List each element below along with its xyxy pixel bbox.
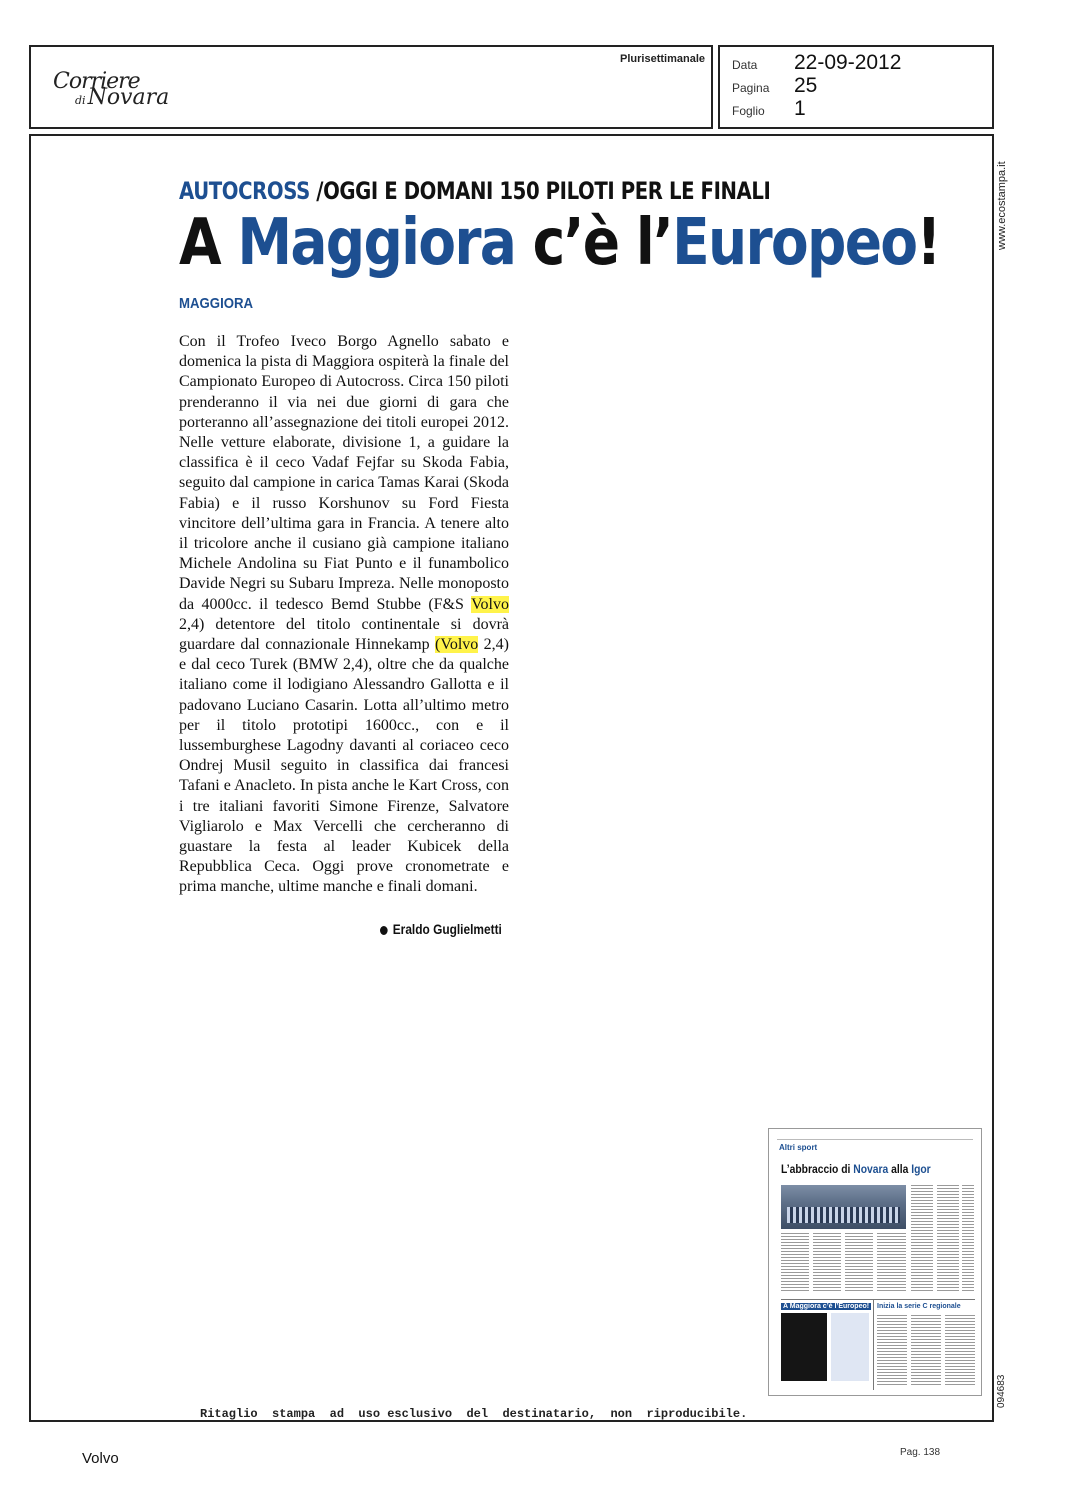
publication-frequency: Plurisettimanale [620, 53, 705, 65]
kicker-text: /OGGI E DOMANI 150 PILOTI PER LE FINALI [309, 177, 771, 205]
thumbnail-text-column [962, 1185, 974, 1293]
thumbnail-title: L’abbraccio di Novara alla Igor [781, 1162, 931, 1176]
meta-value: 22-09-2012 [794, 51, 902, 74]
thumbnail-text-column [813, 1233, 841, 1293]
newspaper-logo [53, 71, 169, 109]
thumbnail-text-column [877, 1233, 906, 1293]
meta-row-page [732, 74, 817, 98]
thumbnail-text-column [877, 1315, 907, 1385]
logo-di: di [75, 94, 86, 107]
highlight-keyword: (Volvo [435, 636, 479, 654]
thumbnail-section: Altri sport [779, 1143, 818, 1152]
reproduction-notice: Ritaglio stampa ad uso esclusivo del destinatario, non riproducibile. [200, 1407, 748, 1421]
thumbnail-article-title: Inizia la serie C regionale [877, 1303, 961, 1310]
meta-label: Pagina [732, 81, 770, 95]
thumbnail-blue-box [831, 1313, 869, 1381]
article-body: Con il Trofeo Iveco Borgo Agnello sabato e domenica la pista di Maggiora ospiterà la finale del Campionato Europeo di Autocross. Circa 150 piloti prenderanno il via nei due giorni di gara che porteranno all’assegnazione dei titoli europei 2012. Nelle vetture elaborate, divisione 1, a guidare la classifica è il ceco Vadaf Fejfar su Skoda Fabia, seguito dal campione in carica Tamas Karai (Skoda Fabia) e il russo Korshunov su Ford Fiesta vincitore dell’ultima gara in Francia. A tenere alto il tricolore anche il cusiano già campione italiano Michele Andolina su Fiat Punto e il funambolico Davide Negri su Subaru Impreza. Nelle monoposto da 4000cc. il tedesco Bemd Stubbe (F&S Volvo 2,4) detentore del titolo continentale si dovrà guardare dal connazionale Hinnekamp (Volvo 2,4) e dal ceco Turek (BMW 2,4), oltre che da qualche italiano come il lodigiano Alessandro Gallotta e il padovano Luciano Casarin. Lotta all’ultimo metro per il titolo prototipi 1600cc., con e il lussemburghese Lagodny davanti al coriaceo ceco Ondrej Musil seguito in classifica dai francesi Tafani e Anacleto. In pista anche le Kart Cross, con i tre italiani favoriti Simone Firenze, Salvatore Vigliarolo e Max Vercelli che cercheranno di guastare la festa al leader Kubicek della Repubblica Ceca. Oggi prove cronometrate e prima manche, ultime manche e finali domani. [179, 333, 509, 896]
meta-label: Data [732, 58, 758, 72]
thumbnail-text-column [937, 1185, 959, 1293]
meta-row-date [732, 51, 901, 75]
thumbnail-text-column [911, 1315, 941, 1385]
article-headline: A Maggiora c’è l’Europeo! [179, 206, 940, 280]
masthead-box [29, 45, 713, 129]
thumbnail-header-rule [777, 1133, 973, 1140]
kicker-topic: AUTOCROSS [179, 177, 310, 205]
page-thumbnail [768, 1128, 982, 1396]
article-kicker [179, 177, 770, 205]
thumbnail-text-column [845, 1233, 873, 1293]
article-author: Eraldo Guglielmetti [380, 921, 502, 937]
topic-label: Volvo [82, 1450, 119, 1467]
meta-row-sheet [732, 97, 806, 121]
page-number: Pag. 138 [900, 1447, 941, 1458]
meta-value: 1 [794, 97, 806, 120]
meta-label: Foglio [732, 104, 765, 118]
logo-line-2: Novara [87, 85, 170, 110]
thumbnail-divider [781, 1299, 975, 1300]
thumbnail-dark-box [781, 1313, 827, 1381]
logo-line-1: Corriere [53, 69, 140, 94]
article-dateline: MAGGIORA [179, 295, 254, 312]
metadata-box [718, 45, 994, 129]
thumbnail-team-photo [781, 1185, 906, 1229]
thumbnail-text-column [911, 1185, 933, 1293]
thumbnail-text-column [781, 1233, 809, 1293]
ecostampa-url: www.ecostampa.it [996, 161, 1008, 250]
thumbnail-article-title: A Maggiora c’è l’Europeo! [783, 1303, 870, 1310]
bullet-icon [380, 926, 388, 935]
clipping-code: 094683 [996, 1374, 1007, 1408]
meta-value: 25 [794, 74, 818, 97]
thumbnail-divider [873, 1300, 874, 1390]
thumbnail-text-column [945, 1315, 975, 1385]
highlight-keyword: Volvo [471, 595, 509, 613]
